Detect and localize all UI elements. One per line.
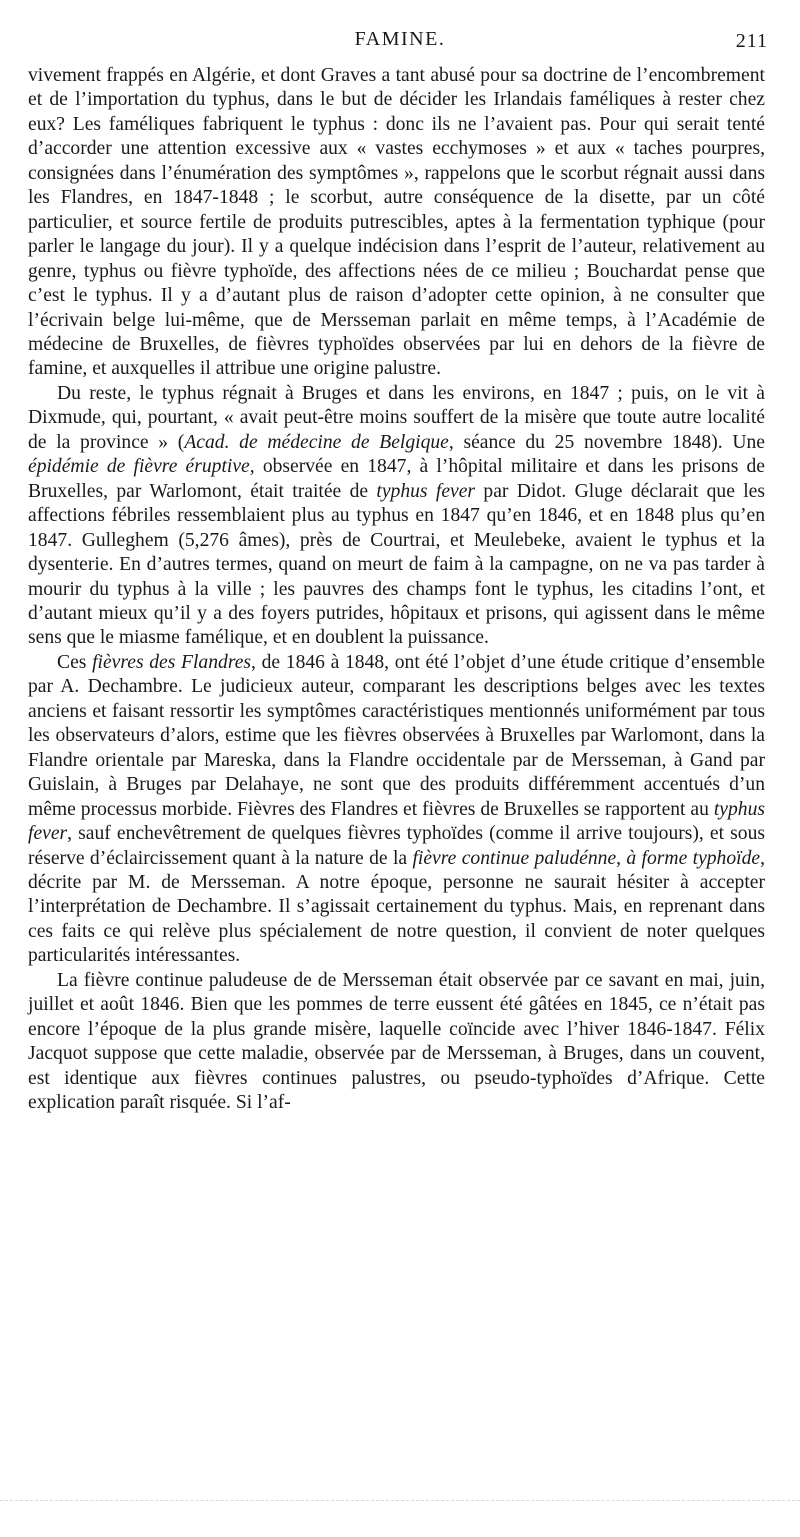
- italic-run: épidémie de fièvre éruptive: [28, 456, 250, 478]
- text-run: , de 1846 à 1848, ont été l’objet d’une étude critique d’ensemble par A. Dechambre. Le judicieux auteur, comparant les descriptions belges avec les textes anciens et faisant ressortir les symptômes caractéristiques mentionnés uniformément par tous les observateurs d’alors, estime que les fièvres observées à Bruxelles par Warlomont, dans la Flandre orientale par Mareska, dans la Flandre occidentale par de Mersseman, à Gand par Guislain, à Bruges par Delahaye, ne sont que des produits différemment accentués d’un même processus morbide. Fièvres des Flandres et fièvres de Bruxelles se rapportent au: [28, 651, 765, 820]
- body-text: [28, 64, 765, 1115]
- running-head: [30, 28, 770, 58]
- italic-run: fièvre continue paludénne, à forme typhoïde: [412, 847, 761, 869]
- text-run: , observée en 1847, à l’hôpital militaire et dans les prisons de Bruxelles, par Warlomont, était traitée de: [28, 456, 765, 502]
- paragraph: [28, 651, 765, 969]
- italic-run: Acad. de médecine de Belgique: [184, 431, 449, 453]
- paragraph: [28, 969, 765, 1116]
- text-run: Ces: [57, 651, 93, 673]
- italic-run: typhus fever: [28, 798, 765, 845]
- text-run: La fièvre continue paludeuse de de Mersseman était observée par ce savant en mai, juin, juillet et août 1846. Bien que les pommes de terre eussent été gâtées en 1845, ce n’était pas encore l’époque de la plus grande misère, laquelle coïncide avec l’hiver 1846-1847. Félix Jacquot suppose que cette maladie, observée par de Mersseman, à Bruges, dans un couvent, est identique aux fièvres continues palustres, ou pseudo-typhoïdes d’Afrique. Cette explication paraît risquée. Si l’af-: [28, 969, 765, 1114]
- text-run: par Didot. Gluge déclarait que les affections fébriles ressemblaient plus au typhus en 1847 qu’en 1846, et en 1848 plus qu’en 1847. Gulleghem (5,276 âmes), près de Courtrai, et Meulebeke, avaient le typhus et la dysenterie. En d’autres termes, quand on meurt de faim à la campagne, on ne va pas tarder à mourir du typhus à la ville ; les pauvres des champs font le typhus, les citadins l’ont, et d’autant mieux qu’il y a des foyers putrides, hôpitaux et prisons, qui agissent dans le même sens que le miasme famélique, et en doublent la puissance.: [28, 480, 765, 649]
- paragraph: [28, 382, 765, 651]
- text-run: , décrite par M. de Mersseman. A notre époque, personne ne saurait hésiter à accepter l’interprétation de Dechambre. Il s’agissait certainement du typhus. Mais, en reprenant dans ces faits ce qui relève plus spécialement de notre question, il convient de noter quelques particularités intéressantes.: [28, 847, 765, 967]
- running-title: FAMINE.: [354, 28, 446, 50]
- italic-run: fièvres des Flandres: [92, 651, 252, 673]
- text-run: , séance du 25 novembre 1848). Une: [448, 431, 765, 453]
- italic-run: typhus fever: [376, 480, 476, 502]
- scan-edge-line: [0, 1500, 800, 1501]
- page-number: 211: [735, 30, 768, 52]
- text-run: , sauf enchevêtrement de quelques fièvres typhoïdes (comme il arrive toujours), et sous réserve d’éclaircissement quant à la nature de la: [28, 823, 765, 869]
- text-run: vivement frappés en Algérie, et dont Graves a tant abusé pour sa doctrine de l’encombrement et de l’importation du typhus, dans le but de décider les Irlandais faméliques à rester chez eux? Les faméliques fabriquent le typhus : donc ils ne l’avaient pas. Pour qui serait tenté d’accorder une attention excessive aux « vastes ecchymoses » et aux « taches pourpres, consignées dans l’énumération des symptômes », rappelons que le scorbut régnait aussi dans les Flandres, en 1847-1848 ; le scorbut, autre conséquence de la disette, par un côté particulier, et source fertile de produits putrescibles, aptes à la fermentation typhique (pour parler le langage du jour). Il y a quelque indécision dans l’esprit de l’auteur, relativement au genre, typhus ou fièvre typhoïde, des affections nées de ce milieu ; Bouchardat pense que c’est le typhus. Il y a d’autant plus de raison d’adopter cette opinion, à ne consulter que l’écrivain belge lui-même, que de Mersseman parlait en même temps, à l’Académie de médecine de Bruxelles, de fièvres typhoïdes observées par lui en dehors de la fièvre de famine, et auxquelles il attribue une origine palustre.: [28, 65, 765, 380]
- paragraph: [28, 64, 765, 382]
- text-run: Du reste, le typhus régnait à Bruges et dans les environs, en 1847 ; puis, on le vit à Dixmude, qui, pourtant, « avait peut-être moins souffert de la misère que toute autre localité de la province » (: [28, 382, 765, 453]
